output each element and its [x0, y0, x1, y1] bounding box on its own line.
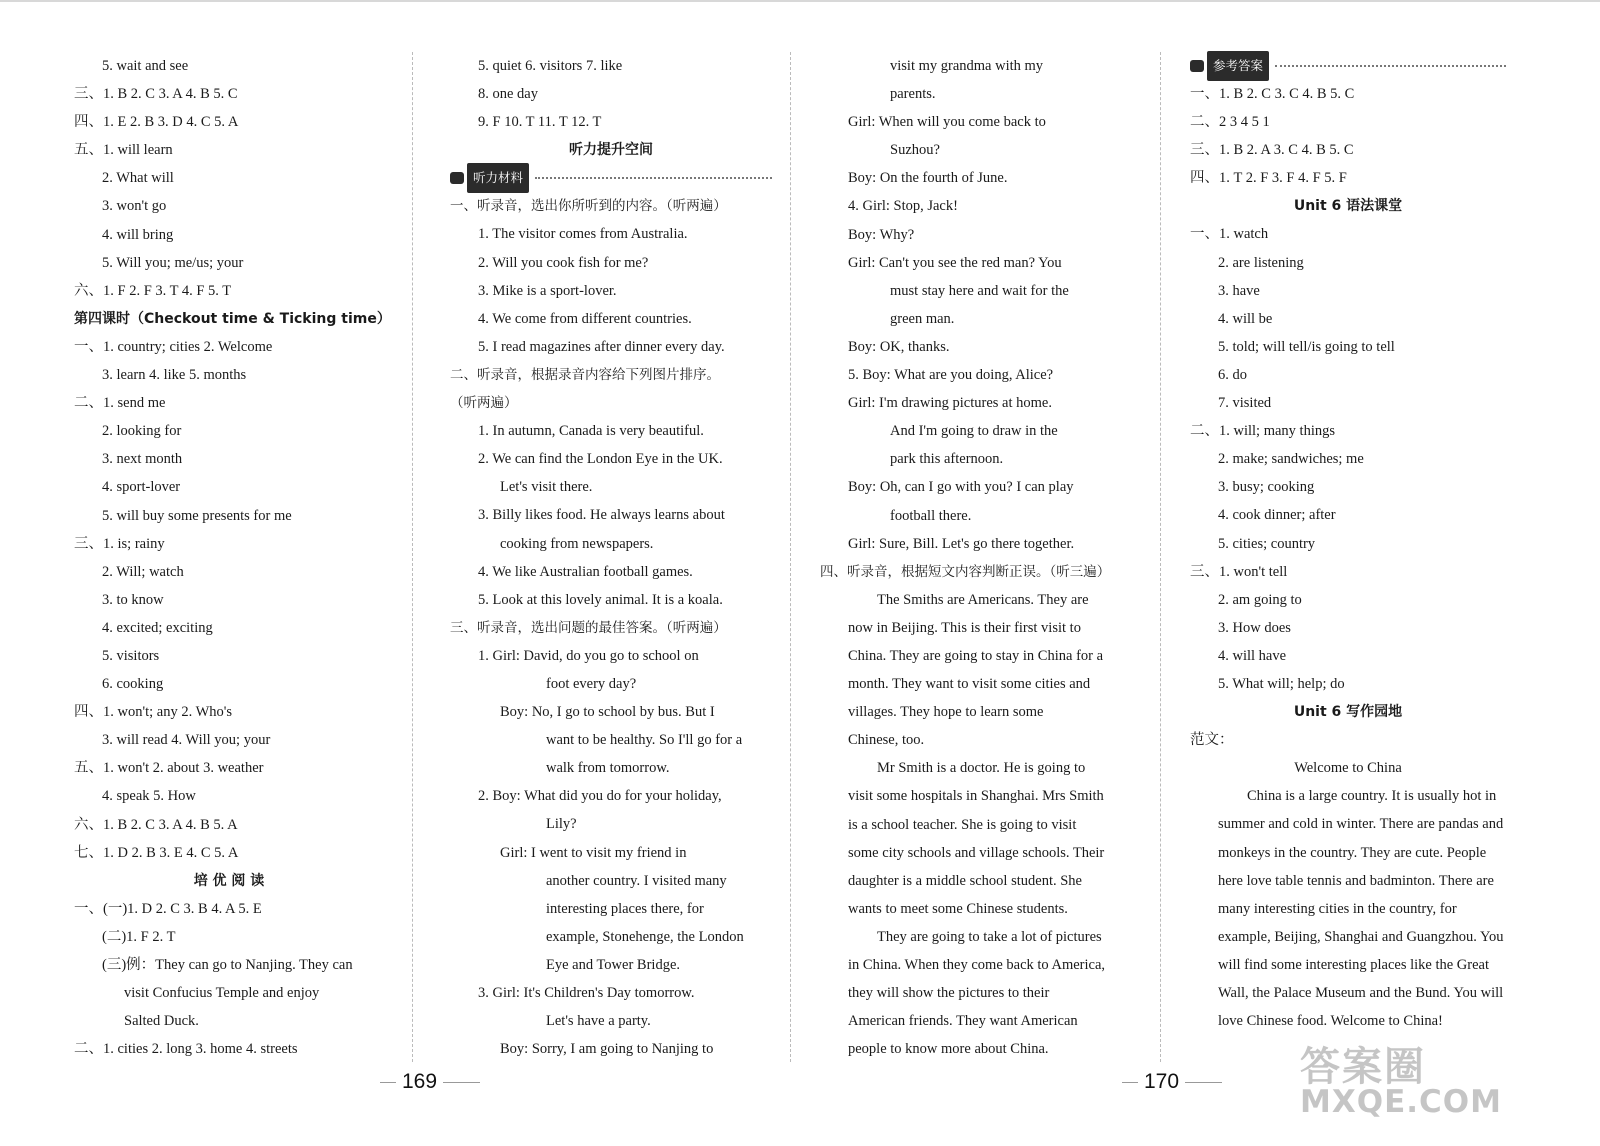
- dialogue-continuation: visit my grandma with my: [890, 58, 1044, 74]
- answer-line: monkeys in the country. They are cute. People: [1218, 844, 1487, 861]
- answer-line: 3. have: [1218, 282, 1260, 299]
- dialogue-line: Girl: Can't you see the red man? You: [848, 254, 1062, 271]
- answer-line: Girl: I went to visit my friend in: [500, 844, 687, 861]
- dialogue-line: Boy: Why?: [848, 226, 915, 243]
- answer-line: 三、1. won't tell: [1190, 563, 1288, 580]
- answer-line: 三、1. is; rainy: [74, 535, 165, 552]
- answer-line: 二、2 3 4 5 1: [1190, 114, 1270, 131]
- dialogue-line: Boy: On the fourth of June.: [848, 170, 1008, 187]
- dialogue-continuation: interesting places there, for: [546, 900, 704, 917]
- dialogue-line: Boy: Oh, can I go with you? I can play: [848, 479, 1074, 496]
- dialogue-continuation: Lily?: [546, 816, 577, 833]
- passage-line: Mr Smith is a doctor. He is going to: [877, 760, 1086, 777]
- dialogue-continuation: Eye and Tower Bridge.: [546, 956, 681, 973]
- answer-line: 2. am going to: [1218, 591, 1302, 608]
- answer-line: month. They want to visit some cities and: [848, 676, 1091, 693]
- dialogue-line: Girl: I'm drawing pictures at home.: [848, 395, 1052, 412]
- answer-line: is a school teacher. She is going to visit: [848, 816, 1077, 833]
- answer-line: 5. wait and see: [102, 58, 189, 74]
- answer-line: 2. What will: [102, 170, 174, 187]
- answer-line: 3. busy; cooking: [1218, 479, 1315, 496]
- answer-line: 3. next month: [102, 451, 183, 468]
- answer-line: some city schools and village schools. Their: [848, 844, 1105, 861]
- exercise-instruction: 二、听录音，根据录音内容给下列图片排序。: [450, 366, 720, 383]
- answer-line: 五、1. will learn: [74, 142, 173, 159]
- dotted-leader: [1275, 65, 1506, 67]
- answer-line: 一、1. watch: [1190, 226, 1269, 243]
- answer-line: 4. sport-lover: [102, 479, 181, 496]
- answer-line: people to know more about China.: [848, 1041, 1049, 1058]
- dialogue-continuation: football there.: [890, 507, 972, 524]
- section-tag-label: 听力材料: [467, 163, 529, 193]
- answer-line: visit Confucius Temple and enjoy: [124, 985, 320, 1002]
- answer-line: (三)例：They can go to Nanjing. They can: [102, 957, 353, 973]
- dialogue-line: Girl: Sure, Bill. Let's go there together.: [848, 535, 1075, 552]
- answer-line: in China. When they come back to America,: [848, 957, 1106, 973]
- answer-line: 3. How does: [1218, 619, 1291, 636]
- essay-title: Welcome to China: [1294, 760, 1402, 777]
- answer-line: 5. I read magazines after dinner every day.: [478, 338, 725, 355]
- answer-line: 3. learn 4. like 5. months: [102, 367, 247, 384]
- answer-line: 5. will buy some presents for me: [102, 507, 292, 524]
- answer-line: 5. told; will tell/is going to tell: [1218, 338, 1395, 355]
- answer-line: 三、1. B 2. C 3. A 4. B 5. C: [74, 86, 238, 103]
- answer-line: 5. What will; help; do: [1218, 675, 1345, 692]
- top-rule: [0, 0, 1600, 2]
- answer-line: Boy: Sorry, I am going to Nanjing to: [500, 1041, 714, 1058]
- answer-line: American friends. They want American: [848, 1013, 1078, 1030]
- answer-line: 2. are listening: [1218, 254, 1304, 271]
- dialogue-continuation: example, Stonehenge, the London: [546, 928, 744, 945]
- answer-line: 四、1. won't; any 2. Who's: [74, 704, 233, 721]
- dialogue-continuation: must stay here and wait for the: [890, 282, 1069, 299]
- answer-line: (二)1. F 2. T: [102, 928, 176, 945]
- dialogue-continuation: another country. I visited many: [546, 872, 727, 889]
- answer-line: 6. cooking: [102, 676, 164, 693]
- answer-line: 4. cook dinner; after: [1218, 507, 1336, 524]
- section-tag: [1190, 52, 1506, 80]
- answer-line: summer and cold in winter. There are pandas and: [1218, 816, 1504, 833]
- answer-line: 一、1. country; cities 2. Welcome: [74, 338, 273, 355]
- answer-line: 2. Will; watch: [102, 563, 184, 580]
- answer-line: 5. Boy: What are you doing, Alice?: [848, 367, 1054, 384]
- answer-line: 3. Girl: It's Children's Day tomorrow.: [478, 985, 695, 1001]
- answer-line: 一、(一)1. D 2. C 3. B 4. A 5. E: [74, 900, 262, 917]
- answer-line: 七、1. D 2. B 3. E 4. C 5. A: [74, 844, 239, 861]
- answer-line: villages. They hope to learn some: [848, 704, 1044, 721]
- answer-line: 2. We can find the London Eye in the UK.: [478, 451, 723, 468]
- answer-line: 4. excited; exciting: [102, 619, 213, 636]
- answer-line: 4. will bring: [102, 226, 174, 243]
- section-heading: Unit 6 写作园地: [1293, 704, 1403, 721]
- answer-line: 2. make; sandwiches; me: [1218, 451, 1364, 468]
- exercise-instruction: 四、听录音，根据短文内容判断正误。（听三遍）: [820, 563, 1111, 580]
- tag-marker-icon: [1190, 60, 1204, 72]
- column-divider: [412, 52, 413, 1062]
- dotted-leader: [535, 177, 772, 179]
- answer-line: Let's visit there.: [500, 479, 593, 496]
- answer-line: they will show the pictures to their: [848, 985, 1050, 1002]
- answer-line: Boy: No, I go to school by bus. But I: [500, 704, 715, 721]
- answer-line: visit some hospitals in Shanghai. Mrs Smith: [848, 788, 1104, 805]
- answer-line: 一、1. B 2. C 3. C 4. B 5. C: [1190, 86, 1355, 102]
- column-divider: [790, 52, 791, 1062]
- answer-line: 5. visitors: [102, 647, 160, 664]
- answer-line: 8. one day: [478, 86, 538, 103]
- answer-line: China. They are going to stay in China for a: [848, 647, 1104, 664]
- section-heading: 培 优 阅 读: [193, 872, 265, 889]
- answer-column-1: [74, 52, 391, 1063]
- answer-line: will find some interesting places like the Great: [1218, 956, 1489, 973]
- page-number-right: 170: [1138, 1070, 1185, 1094]
- passage-line: China is a large country. It is usually hot in: [1247, 788, 1497, 805]
- passage-line: They are going to take a lot of pictures: [877, 928, 1102, 945]
- answer-line: 六、1. B 2. C 3. A 4. B 5. A: [74, 816, 238, 833]
- tag-marker-icon: [450, 172, 464, 184]
- dialogue-continuation: parents.: [890, 86, 936, 103]
- answer-column-4: [1190, 52, 1506, 1035]
- answer-line: now in Beijing. This is their first visit to: [848, 619, 1081, 636]
- answer-line: 4. will have: [1218, 647, 1287, 664]
- answer-line: here love table tennis and badminton. There are: [1218, 872, 1494, 889]
- answer-line: 六、1. F 2. F 3. T 4. F 5. T: [74, 282, 232, 299]
- answer-line: 6. do: [1218, 366, 1247, 383]
- answer-line: Salted Duck.: [124, 1013, 199, 1030]
- exercise-instruction: 三、听录音，选出问题的最佳答案。（听两遍）: [450, 619, 727, 636]
- page-gutter: [1160, 52, 1161, 1062]
- answer-line: cooking from newspapers.: [500, 535, 654, 552]
- answer-line: 3. Billy likes food. He always learns about: [478, 507, 725, 524]
- answer-line: 四、1. T 2. F 3. F 4. F 5. F: [1190, 170, 1347, 187]
- answer-line: 范文：: [1190, 732, 1234, 749]
- dialogue-continuation: foot every day?: [546, 675, 637, 692]
- answer-line: 五、1. won't 2. about 3. weather: [74, 760, 264, 777]
- answer-line: 四、1. E 2. B 3. D 4. C 5. A: [74, 114, 239, 131]
- answer-line: 9. F 10. T 11. T 12. T: [478, 114, 602, 131]
- answer-line: 二、1. send me: [74, 395, 166, 412]
- answer-line: 2. Boy: What did you do for your holiday,: [478, 788, 722, 805]
- dialogue-continuation: Let's have a party.: [546, 1013, 651, 1030]
- page-number-left: 169: [396, 1070, 443, 1094]
- dialogue-continuation: green man.: [890, 310, 955, 327]
- section-tag: [450, 164, 772, 192]
- passage-line: The Smiths are Americans. They are: [877, 591, 1089, 608]
- answer-line: 3. won't go: [102, 198, 167, 215]
- dialogue-continuation: park this afternoon.: [890, 451, 1004, 468]
- watermark-logo: 答案圈 MXQE.COM: [1300, 1044, 1503, 1120]
- section-heading: Unit 6 语法课堂: [1293, 198, 1403, 215]
- answer-line: 5. Look at this lovely animal. It is a koala.: [478, 591, 723, 608]
- dialogue-continuation: Suzhou?: [890, 142, 940, 159]
- answer-line: 2. looking for: [102, 423, 182, 440]
- section-heading: 听力提升空间: [569, 142, 653, 159]
- answer-line: Wall, the Palace Museum and the Bund. You will: [1218, 985, 1504, 1001]
- answer-column-2: [450, 52, 772, 1063]
- lesson-heading: 第四课时（Checkout time & Ticking time）: [74, 310, 391, 327]
- answer-column-3: [820, 52, 1140, 1063]
- answer-line: 1. Girl: David, do you go to school on: [478, 647, 699, 664]
- answer-line: 4. speak 5. How: [102, 788, 196, 805]
- answer-line: example, Beijing, Shanghai and Guangzhou. You: [1218, 928, 1504, 945]
- answer-line: 3. Mike is a sport-lover.: [478, 282, 617, 299]
- answer-line: 2. Will you cook fish for me?: [478, 254, 649, 271]
- answer-line: 5. cities; country: [1218, 535, 1316, 552]
- answer-line: 3. will read 4. Will you; your: [102, 732, 271, 749]
- answer-line: 3. to know: [102, 591, 164, 608]
- dialogue-continuation: And I'm going to draw in the: [890, 423, 1058, 440]
- answer-line: daughter is a middle school student. She: [848, 872, 1082, 889]
- answer-line: 4. will be: [1218, 310, 1273, 327]
- dialogue-line: Boy: OK, thanks.: [848, 338, 950, 355]
- answer-line: 二、1. cities 2. long 3. home 4. streets: [74, 1041, 298, 1058]
- exercise-instruction: （听两遍）: [450, 395, 518, 412]
- answer-line: wants to meet some Chinese students.: [848, 900, 1068, 917]
- dialogue-continuation: walk from tomorrow.: [546, 760, 670, 777]
- answer-line: many interesting cities in the country, for: [1218, 900, 1457, 917]
- dialogue-line: Girl: When will you come back to: [848, 114, 1046, 131]
- dialogue-continuation: want to be healthy. So I'll go for a: [546, 732, 743, 749]
- answer-line: 5. Will you; me/us; your: [102, 254, 244, 271]
- answer-line: Chinese, too.: [848, 732, 925, 749]
- answer-line: 7. visited: [1218, 395, 1272, 412]
- answer-line: 4. We like Australian football games.: [478, 563, 693, 580]
- answer-line: 二、1. will; many things: [1190, 423, 1335, 440]
- answer-line: 5. quiet 6. visitors 7. like: [478, 58, 623, 74]
- answer-line: 1. The visitor comes from Australia.: [478, 226, 688, 243]
- answer-line: 1. In autumn, Canada is very beautiful.: [478, 423, 704, 440]
- section-tag-label: 参考答案: [1207, 51, 1269, 81]
- answer-line: 4. Girl: Stop, Jack!: [848, 198, 958, 215]
- exercise-instruction: 一、听录音，选出你所听到的内容。（听两遍）: [450, 198, 727, 215]
- answer-line: 三、1. B 2. A 3. C 4. B 5. C: [1190, 142, 1354, 159]
- answer-line: 4. We come from different countries.: [478, 310, 692, 327]
- answer-line: love Chinese food. Welcome to China!: [1218, 1013, 1443, 1030]
